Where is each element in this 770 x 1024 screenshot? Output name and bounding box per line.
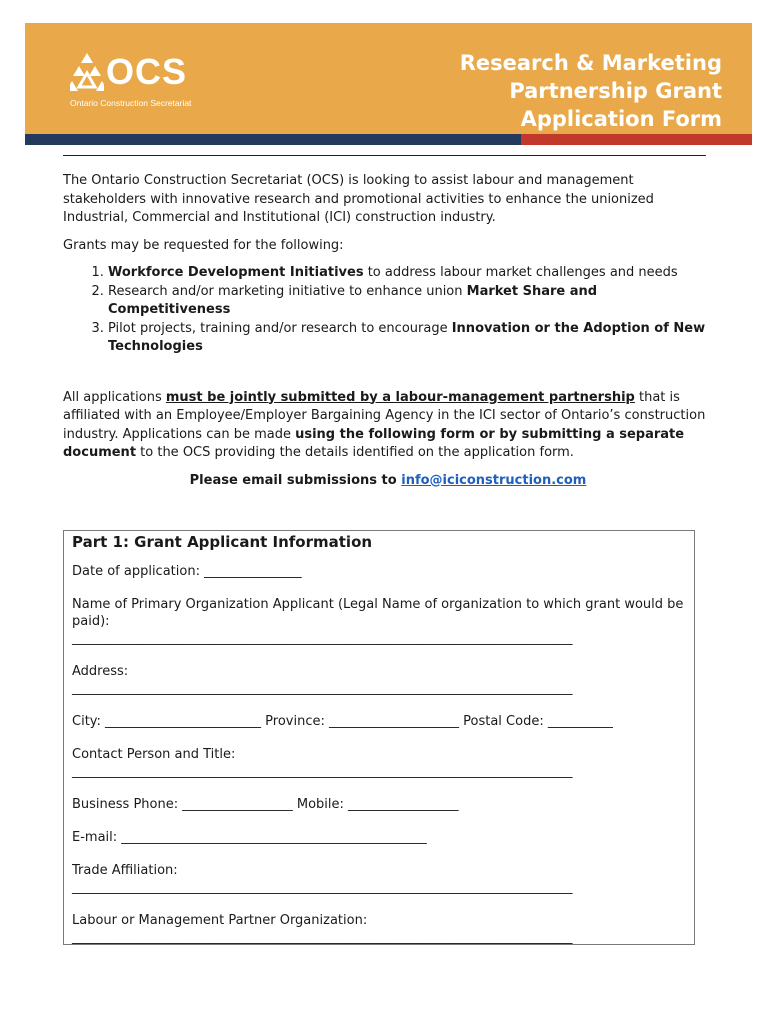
org-name-label: Name of Primary Organization Applicant (Legal Name of organization to which grant would be paid): [72, 597, 684, 629]
ocs-logo [70, 51, 250, 111]
intro-paragraph: The Ontario Construction Secretariat (OCS) is looking to assist labour and management stakeholders with innovative research and promotional activities to enhance the unionized Industrial, Commercial and Institutional (ICI) construction industry. [63, 173, 654, 225]
list-item [108, 320, 713, 357]
address-label: Address: [72, 664, 129, 679]
partner-label: Labour or Management Partner Organization: [72, 913, 368, 928]
applications-paragraph [63, 389, 713, 463]
applications-text: to the OCS providing the details identified on the application form. [136, 445, 574, 460]
date-field[interactable]: Date of application: _______________ [72, 564, 302, 579]
form-title-line-2: Partnership Grant [509, 79, 722, 103]
applications-bold: using the following form or by submitting a separate document [63, 426, 685, 460]
grants-lead: Grants may be requested for the following: [63, 237, 344, 253]
list-item-bold: Market Share and Competitiveness [108, 283, 598, 317]
logo-subtitle: Ontario Construction Secretariat [70, 98, 192, 108]
list-item-text: Pilot projects, training and/or research to encourage [108, 320, 452, 336]
email-link[interactable]: info@iciconstruction.com [401, 472, 587, 488]
applications-text: that is affiliated with an Employee/Employer Bargaining Agency in the ICI sector of Ontario’s construction industry. Applications can be made [63, 389, 706, 442]
org-name-line[interactable]: _____________________________________________________________________________ [72, 631, 573, 646]
city-province-postal-field[interactable]: City: ________________________ Province: ____________________ Postal Code: __________ [72, 714, 613, 729]
form-title [402, 49, 722, 133]
email-field[interactable]: E-mail: _______________________________________________ [72, 830, 427, 845]
red-stripe [521, 134, 752, 145]
contact-line[interactable]: _____________________________________________________________________________ [72, 764, 573, 779]
phone-field[interactable]: Business Phone: _________________ Mobile: _________________ [72, 797, 459, 812]
trade-field[interactable] [72, 862, 686, 896]
part1-section [63, 530, 695, 945]
list-item [108, 283, 713, 320]
partner-field[interactable] [72, 912, 686, 946]
grant-categories-list [63, 264, 713, 357]
applications-underline: must be jointly submitted by a labour-management partnership [165, 389, 635, 405]
list-item [108, 264, 713, 283]
applications-text: All applications [63, 389, 166, 405]
email-label: Please email submissions to [189, 472, 402, 488]
partner-line[interactable]: _____________________________________________________________________________ [72, 930, 573, 945]
intro-content [63, 172, 713, 499]
form-title-line-1: Research & Marketing [459, 51, 722, 75]
divider-rule [63, 155, 706, 156]
navy-stripe [25, 134, 521, 145]
address-field[interactable] [72, 663, 686, 697]
logo-text: OCS [106, 51, 188, 92]
list-item-bold: Innovation or the Adoption of New Technologies [108, 320, 706, 354]
address-line[interactable]: _____________________________________________________________________________ [72, 681, 573, 696]
trade-label: Trade Affiliation: [72, 863, 178, 878]
org-name-field[interactable] [72, 596, 686, 647]
header-banner [25, 23, 752, 134]
list-item-bold: Workforce Development Initiatives [108, 265, 364, 280]
ocs-logo-icon [70, 51, 104, 91]
email-instruction [63, 472, 713, 491]
trade-line[interactable]: _____________________________________________________________________________ [72, 880, 573, 895]
contact-label: Contact Person and Title: [72, 747, 236, 762]
contact-field[interactable] [72, 746, 686, 780]
list-item-text: to address labour market challenges and needs [363, 265, 678, 280]
list-item-text: Research and/or marketing initiative to enhance union [108, 283, 467, 299]
part1-title: Part 1: Grant Applicant Information [72, 533, 373, 551]
form-title-line-3: Application Form [520, 107, 722, 131]
